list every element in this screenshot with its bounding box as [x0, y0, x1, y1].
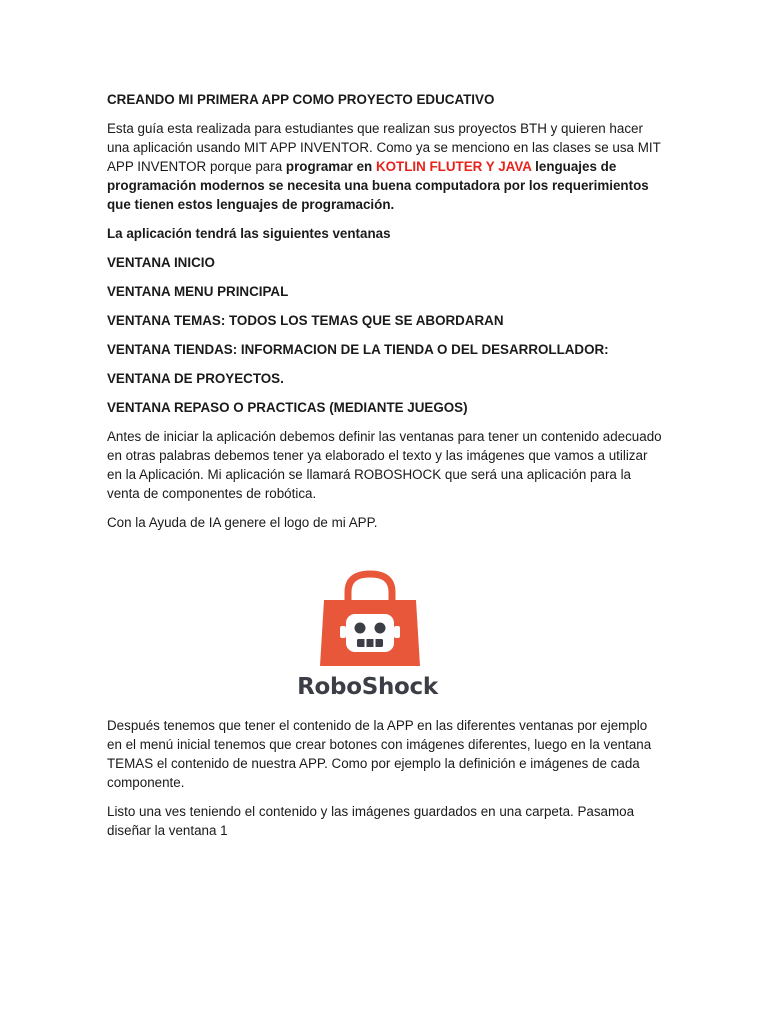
before-paragraph: Antes de iniciar la aplicación debemos definir las ventanas para tener un contenido adecuado en otras palabras debemos tener ya elaborado el texto y las imágenes que vamos a utilizar en la Aplicación. Mi aplicación se llamará ROBOSHOCK que será una aplicación para la venta de componentes de robótica. [107, 429, 662, 501]
logo-wordmark: RoboShock [297, 674, 438, 700]
shopping-bag-robot-icon [290, 570, 450, 670]
document-body [107, 90, 663, 542]
document-body-continued [107, 716, 663, 850]
window-item: VENTANA TIENDAS: INFORMACION DE LA TIENDA O DEL DESARROLLADOR: [107, 342, 609, 357]
intro-text: Esta guía esta realizada para estudiantes que realizan sus proyectos BTH y quieren hacer una aplicación usando MIT APP INVENTOR. Como ya se menciono en las clases se usa MIT APP INVENTOR porque para [107, 121, 661, 174]
window-item: VENTANA INICIO [107, 255, 215, 270]
intro-highlight-text: KOTLIN FLUTER Y JAVA [375, 159, 532, 174]
intro-paragraph [107, 119, 663, 214]
document-title: CREANDO MI PRIMERA APP COMO PROYECTO EDUCATIVO [107, 92, 495, 107]
intro-bold-text-2: lenguajes de programación modernos se necesita una buena computadora por los requerimientos que tienen estos lenguajes de programación. [107, 159, 649, 212]
after-paragraph-1: Después tenemos que tener el contenido de la APP en las diferentes ventanas por ejemplo en el menú inicial tenemos que crear botones con imágenes diferentes, luego en la ventana TEMAS el contenido de nuestra APP. Como por ejemplo la definición e imágenes de cada componente. [107, 718, 652, 790]
after-paragraph-2: Listo una ves teniendo el contenido y las imágenes guardados en una carpeta. Pasamoa diseñar la ventana 1 [107, 804, 635, 838]
window-item: VENTANA DE PROYECTOS. [107, 371, 284, 386]
logo-paragraph: Con la Ayuda de IA genere el logo de mi APP. [107, 515, 378, 530]
intro-bold-text: programar en [285, 159, 376, 174]
window-item: VENTANA TEMAS: TODOS LOS TEMAS QUE SE ABORDARAN [107, 313, 504, 328]
windows-intro: La aplicación tendrá las siguientes ventanas [107, 226, 391, 241]
window-item: VENTANA REPASO O PRACTICAS (MEDIANTE JUEGOS) [107, 400, 468, 415]
window-item: VENTANA MENU PRINCIPAL [107, 284, 289, 299]
roboshock-logo [290, 570, 450, 705]
